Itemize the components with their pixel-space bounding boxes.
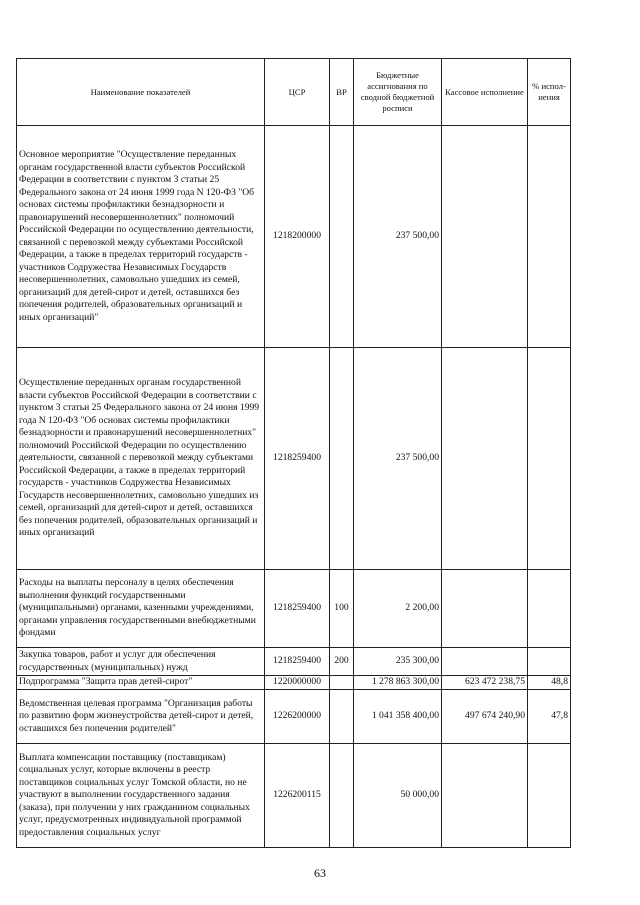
header-budget: Бюджетные ассигнования по сводной бюджетной росписи [354, 59, 442, 126]
table-row [17, 648, 571, 676]
row-name: Закупка товаров, работ и услуг для обеспечения государственных (муниципальных) нужд [17, 648, 265, 676]
row-vr [330, 676, 354, 690]
row-csr: 1218259400 [265, 570, 330, 648]
row-budget: 1 278 863 300,00 [354, 676, 442, 690]
row-budget: 237 500,00 [354, 348, 442, 570]
budget-execution-table [16, 58, 571, 848]
row-cash: 623 472 238,75 [442, 676, 528, 690]
row-csr: 1218259400 [265, 648, 330, 676]
row-name: Подпрограмма "Защита прав детей-сирот" [17, 676, 265, 690]
row-percent [528, 648, 571, 676]
header-name: Наименование показателей [17, 59, 265, 126]
row-cash [442, 648, 528, 676]
row-percent: 48,8 [528, 676, 571, 690]
header-vr: ВР [330, 59, 354, 126]
table-row [17, 744, 571, 848]
row-vr [330, 744, 354, 848]
row-percent [528, 348, 571, 570]
row-csr: 1218200000 [265, 126, 330, 348]
table-row [17, 348, 571, 570]
header-cash: Кассовое исполнение [442, 59, 528, 126]
row-csr: 1226200115 [265, 744, 330, 848]
row-cash [442, 348, 528, 570]
header-csr: ЦСР [265, 59, 330, 126]
row-vr [330, 690, 354, 744]
header-percent: % испол-нения [528, 59, 571, 126]
page-number: 63 [314, 866, 326, 880]
table-row [17, 570, 571, 648]
row-cash [442, 126, 528, 348]
row-vr [330, 348, 354, 570]
table-row [17, 690, 571, 744]
row-budget: 235 300,00 [354, 648, 442, 676]
table-row [17, 676, 571, 690]
row-name: Ведомственная целевая программа "Организация работы по развитию форм жизнеустройства детей-сирот и детей, оставшихся без попечения родителей" [17, 690, 265, 744]
row-cash [442, 744, 528, 848]
table-header-row [17, 59, 571, 126]
row-csr: 1218259400 [265, 348, 330, 570]
row-name: Расходы на выплаты персоналу в целях обеспечения выполнения функций государственными (муниципальными) органами, казенными учреждениями, органами управления государственными внебюджетными фондами [17, 570, 265, 648]
row-budget: 50 000,00 [354, 744, 442, 848]
row-name: Выплата компенсации поставщику (поставщикам) социальных услуг, которые включены в реестр поставщиков социальных услуг Томской области, но не участвуют в выполнении государственного задания (заказа), при получении у них гражданином социальных услуг, предусмотренных индивидуальной программой предоставления социальных услуг [17, 744, 265, 848]
row-name: Осуществление переданных органам государственной власти субъектов Российской Федерации в соответствии с пунктом 3 статьи 25 Федерального закона от 24 июня 1999 года N 120-ФЗ "Об основах системы профилактики безнадзорности и правонарушений несовершеннолетних" полномочий Российской Федерации по осуществлению деятельности, связанной с перевозкой между субъектами Российской Федерации, а также в пределах территорий государств - участников Содружества Независимых Государств несовершеннолетних, самовольно ушедших из семей, организаций для детей-сирот и детей, оставшихся без попечения родителей, образовательных организаций и иных организаций [17, 348, 265, 570]
row-csr: 1220000000 [265, 676, 330, 690]
row-budget: 1 041 358 400,00 [354, 690, 442, 744]
row-percent [528, 126, 571, 348]
row-cash [442, 570, 528, 648]
row-percent: 47,8 [528, 690, 571, 744]
table-row [17, 126, 571, 348]
row-percent [528, 744, 571, 848]
row-name: Основное мероприятие "Осуществление переданных органам государственной власти субъектов Российской Федерации в соответствии с пунктом 3 статьи 25 Федерального закона от 24 июня 1999 года N 120-ФЗ "Об основах системы профилактики безнадзорности и правонарушений несовершеннолетних" полномочий Российской Федерации по осуществлению деятельности, связанной с перевозкой между субъектами Российской Федерации, а также в пределах территорий государств - участников Содружества Независимых Государств несовершеннолетних, самовольно ушедших из семей, организаций для детей-сирот и детей, оставшихся без попечения родителей, образовательных организаций и иных организаций" [17, 126, 265, 348]
row-budget: 237 500,00 [354, 126, 442, 348]
row-csr: 1226200000 [265, 690, 330, 744]
row-vr: 100 [330, 570, 354, 648]
row-percent [528, 570, 571, 648]
row-budget: 2 200,00 [354, 570, 442, 648]
row-vr [330, 126, 354, 348]
row-vr: 200 [330, 648, 354, 676]
row-cash: 497 674 240,90 [442, 690, 528, 744]
